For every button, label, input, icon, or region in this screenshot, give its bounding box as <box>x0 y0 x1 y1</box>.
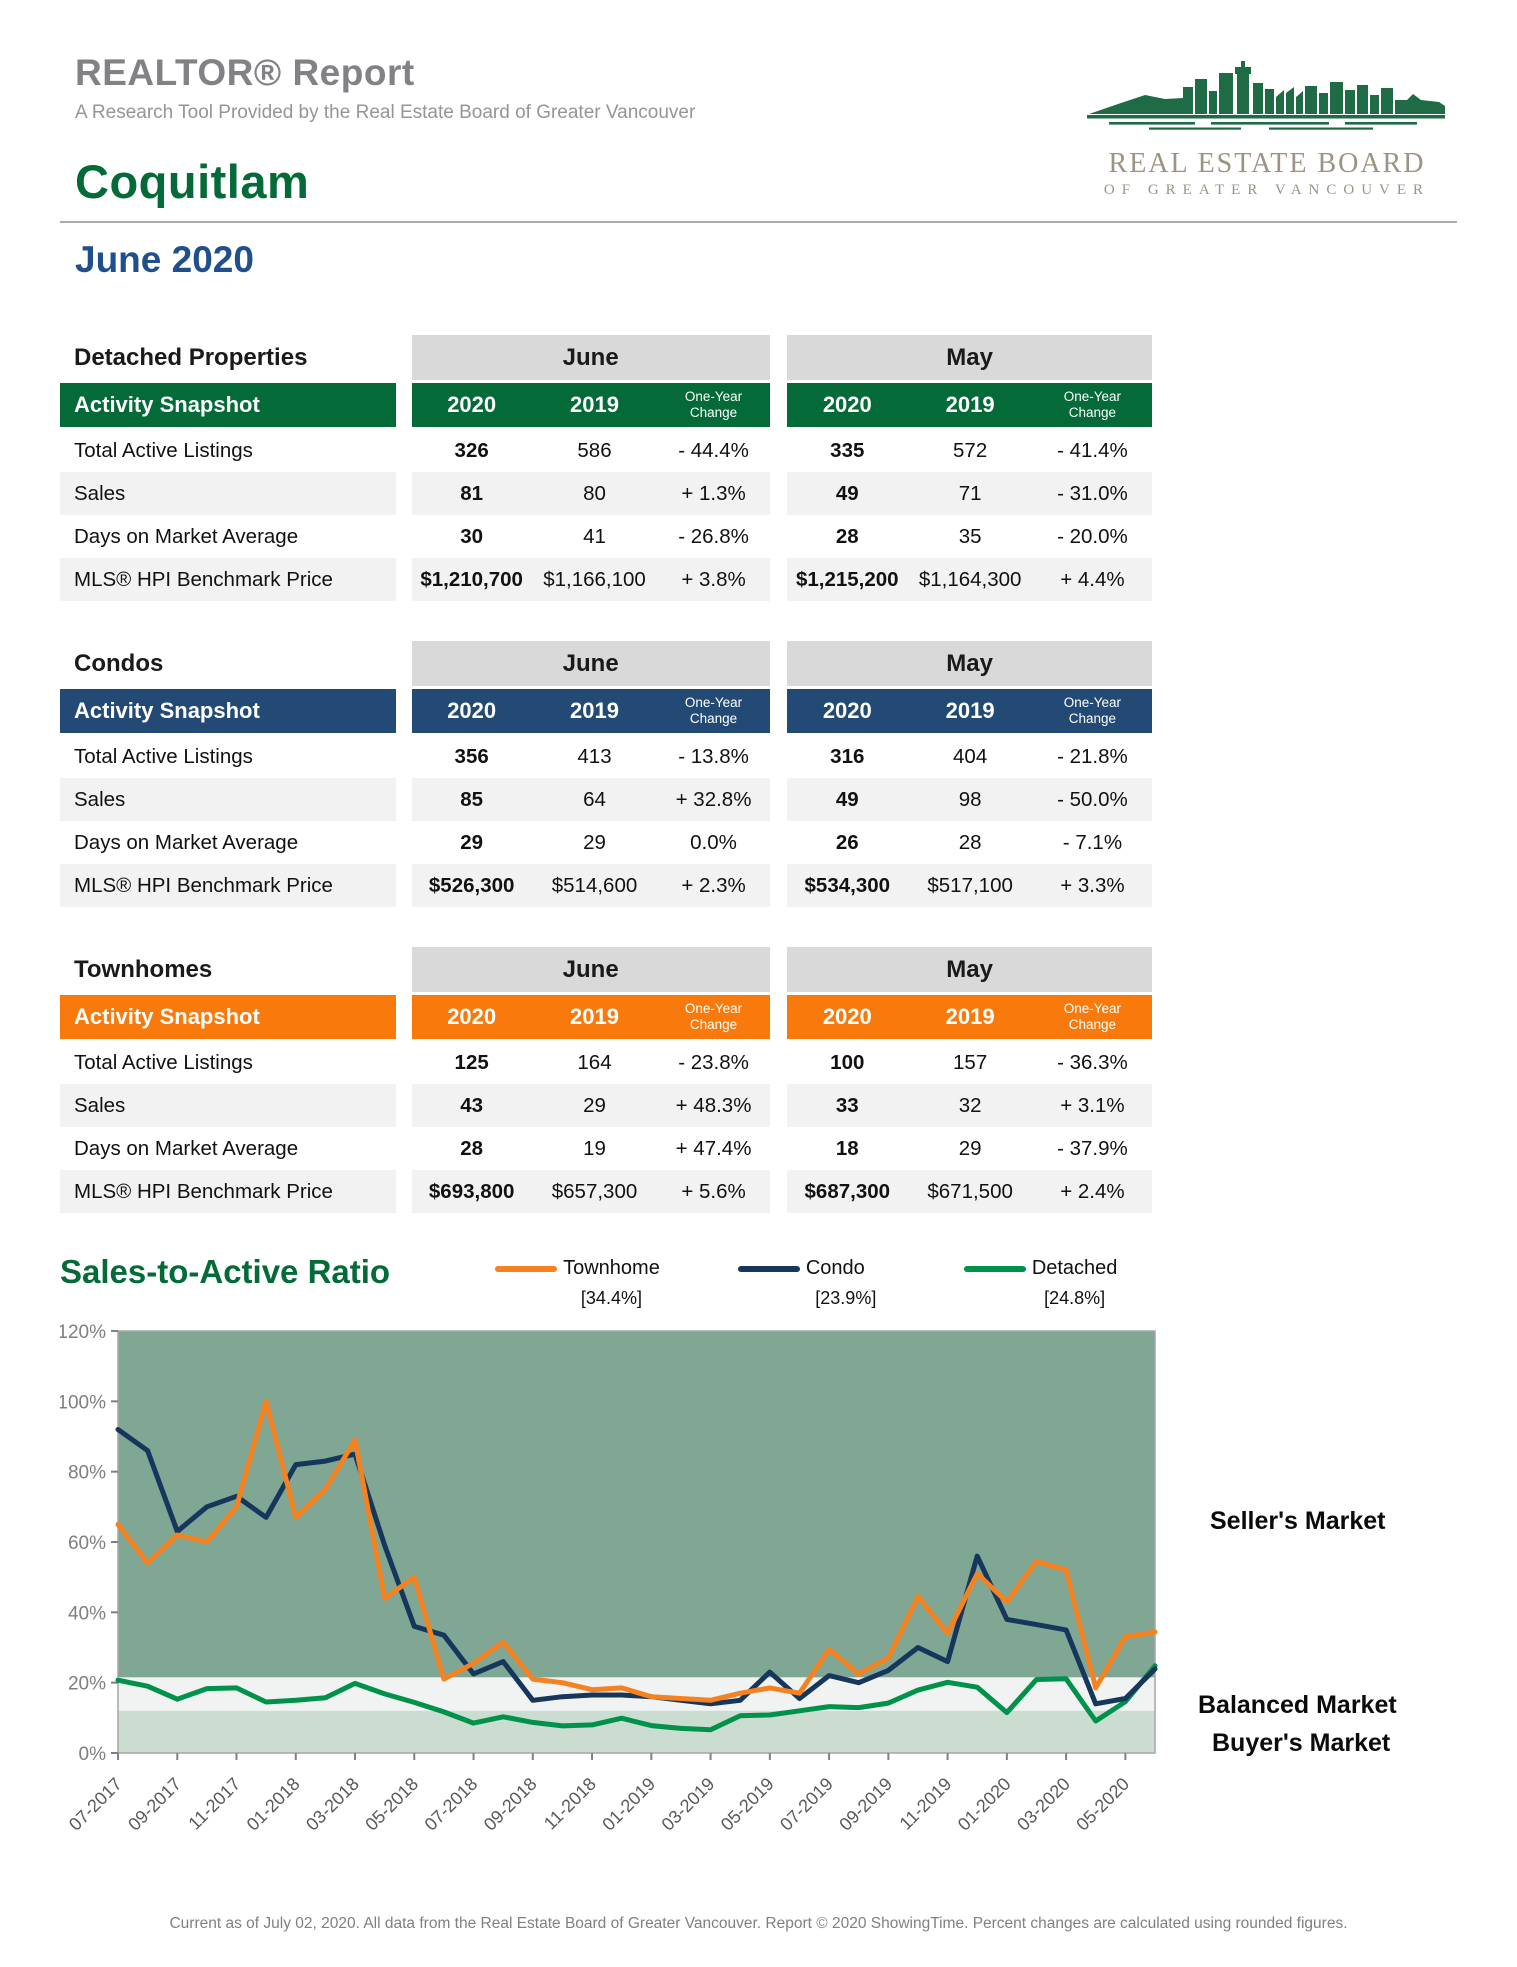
table-row <box>60 1084 1152 1127</box>
legend-current-value: [34.4%] <box>580 1288 642 1308</box>
gap <box>770 641 787 686</box>
activity-snapshot-label: Activity Snapshot <box>60 995 396 1039</box>
row-label: Days on Market Average <box>74 1136 299 1160</box>
value-june-2020: 28 <box>460 1136 484 1160</box>
value-june-2019: 586 <box>577 438 612 462</box>
report-title: REALTOR® Report <box>75 52 415 93</box>
value-june-2020: 29 <box>460 830 484 854</box>
sales-to-active-section <box>60 1253 1517 1840</box>
y-tick-label: 60% <box>67 1533 106 1554</box>
value-june-2020: $693,800 <box>412 1170 532 1213</box>
row-label: Sales <box>60 778 396 821</box>
gap <box>770 778 787 821</box>
y-tick-label: 20% <box>67 1673 106 1695</box>
x-tick-label: 11-2017 <box>184 1773 245 1834</box>
row-label: MLS® HPI Benchmark Price <box>60 864 396 907</box>
row-label: Days on Market Average <box>74 830 299 854</box>
column-header-one-year-change <box>657 995 769 1039</box>
gap <box>396 429 411 472</box>
gap <box>770 1084 787 1127</box>
gap <box>396 689 411 733</box>
table-row <box>60 778 1152 821</box>
column-header-2020: 2020 <box>412 383 532 427</box>
column-header-2019: 2019 <box>907 995 1033 1039</box>
gap <box>396 383 411 427</box>
value-june-change: + 32.8% <box>657 778 769 821</box>
value-june-2019: $514,600 <box>532 864 658 907</box>
value-june-2019: 29 <box>532 1084 658 1127</box>
x-tick-label: 07-2018 <box>420 1773 482 1835</box>
row-label: Total Active Listings <box>74 1050 253 1074</box>
row-label: Total Active Listings <box>74 744 253 768</box>
value-june-change: + 3.8% <box>657 558 769 601</box>
rebgv-logo <box>1077 52 1457 199</box>
value-june-change: + 2.3% <box>657 864 769 907</box>
gap <box>770 335 787 380</box>
value-june-2019: 413 <box>577 744 612 768</box>
gap <box>770 735 787 778</box>
y-tick-label: 40% <box>67 1603 106 1625</box>
column-header-2020: 2020 <box>787 689 907 733</box>
header-divider <box>60 221 1457 223</box>
gap <box>396 821 411 864</box>
column-header-2020: 2020 <box>412 689 532 733</box>
legend-item-condo <box>738 1257 886 1309</box>
gap <box>770 864 787 907</box>
sellers-market-label: Seller's Market <box>1210 1507 1386 1535</box>
value-may-2020: 33 <box>787 1084 907 1127</box>
table-row <box>60 429 1152 472</box>
city-title: Coquitlam <box>75 155 310 208</box>
column-header-2020: 2020 <box>787 383 907 427</box>
gap <box>770 821 787 864</box>
value-may-2019: $1,164,300 <box>907 558 1033 601</box>
gap <box>396 995 411 1039</box>
legend-line-swatch <box>495 1266 557 1272</box>
row-label: Days on Market Average <box>74 524 299 548</box>
value-may-change: - 50.0% <box>1033 778 1152 821</box>
value-may-change: - 31.0% <box>1033 472 1152 515</box>
value-may-change: - 41.4% <box>1057 438 1128 462</box>
value-may-change: - 20.0% <box>1057 524 1128 548</box>
value-june-change: + 48.3% <box>657 1084 769 1127</box>
chart-area <box>60 1323 1517 1840</box>
value-june-2020: 356 <box>454 744 489 768</box>
value-june-change: - 44.4% <box>678 438 749 462</box>
y-tick-label: 0% <box>78 1744 106 1765</box>
gap <box>770 995 787 1039</box>
x-tick-label: 01-2020 <box>953 1773 1015 1835</box>
x-tick-label: 07-2017 <box>64 1773 126 1835</box>
column-header-2020: 2020 <box>787 995 907 1039</box>
gap <box>770 429 787 472</box>
footer-note: Current as of July 02, 2020. All data from the Real Estate Board of Greater Vancouver. Report © 2020 ShowingTime. Percent changes are calculated using rounded figures. <box>169 1915 1348 1932</box>
x-tick-label: 03-2019 <box>657 1773 719 1835</box>
gap <box>770 947 787 992</box>
value-may-2019: $671,500 <box>907 1170 1033 1213</box>
balanced-market-label: Balanced Market <box>1198 1691 1397 1719</box>
gap <box>396 735 411 778</box>
value-may-2019: 32 <box>907 1084 1033 1127</box>
column-header-2019: 2019 <box>907 689 1033 733</box>
value-june-change: - 13.8% <box>678 744 749 768</box>
value-june-2019: $657,300 <box>532 1170 658 1213</box>
table-row <box>60 735 1152 778</box>
x-tick-label: 11-2019 <box>895 1773 956 1834</box>
month-band-june: June <box>412 335 770 380</box>
column-header-one-year-change <box>1033 995 1152 1039</box>
value-june-2020: 326 <box>454 438 489 462</box>
x-tick-label: 09-2018 <box>479 1773 541 1835</box>
x-tick-label: 09-2017 <box>124 1773 186 1835</box>
gap <box>396 778 411 821</box>
report-subtitle: A Research Tool Provided by the Real Estate Board of Greater Vancouver <box>75 102 696 123</box>
month-band-may: May <box>787 947 1152 992</box>
value-may-2020: 49 <box>787 472 907 515</box>
legend-series-name: Detached <box>1031 1257 1118 1279</box>
y-tick-label: 120% <box>60 1323 106 1343</box>
activity-snapshot-row <box>60 689 1152 733</box>
gap <box>770 383 787 427</box>
column-header-text: One-Year Change <box>1063 389 1122 420</box>
table-row <box>60 821 1152 864</box>
table-category-label: Detached Properties <box>74 343 308 371</box>
table-detached-properties <box>60 335 1152 601</box>
value-may-2020: 335 <box>830 438 865 462</box>
value-june-2020: 30 <box>460 524 484 548</box>
gap <box>396 472 411 515</box>
x-tick-label: 01-2019 <box>598 1773 660 1835</box>
chart-title: Sales-to-Active Ratio <box>60 1253 391 1290</box>
value-june-2019: $1,166,100 <box>532 558 658 601</box>
table-category-label: Townhomes <box>74 955 213 983</box>
x-tick-label: 03-2020 <box>1013 1773 1074 1835</box>
gap <box>396 1084 411 1127</box>
gap <box>770 472 787 515</box>
x-tick-label: 01-2018 <box>242 1773 304 1835</box>
activity-snapshot-row <box>60 995 1152 1039</box>
x-tick-label: 05-2018 <box>361 1773 423 1835</box>
table-category-row <box>60 947 1152 992</box>
legend-current-value: [23.9%] <box>815 1288 877 1308</box>
value-may-2019: 98 <box>907 778 1033 821</box>
x-tick-label: 03-2018 <box>302 1773 363 1835</box>
value-may-2019: 572 <box>953 438 988 462</box>
gap <box>396 1170 411 1213</box>
table-category-label: Condos <box>74 649 164 677</box>
legend-series-name: Townhome <box>563 1257 660 1279</box>
value-may-2019: 71 <box>907 472 1033 515</box>
value-june-2019: 164 <box>577 1050 612 1074</box>
activity-snapshot-label: Activity Snapshot <box>60 383 396 427</box>
stats-tables <box>60 335 1457 1213</box>
row-label: Sales <box>60 472 396 515</box>
table-condos <box>60 641 1152 907</box>
sales-to-active-chart <box>60 1323 1185 1835</box>
logo-text-of-greater-vancouver: OF GREATER VANCOUVER <box>1103 182 1431 198</box>
value-june-2020: $526,300 <box>412 864 532 907</box>
value-may-2020: $534,300 <box>787 864 907 907</box>
gap <box>396 1041 411 1084</box>
value-june-change: - 23.8% <box>678 1050 749 1074</box>
value-may-2020: 18 <box>835 1136 859 1160</box>
x-tick-label: 05-2019 <box>716 1773 778 1835</box>
column-header-one-year-change <box>657 689 769 733</box>
report-header <box>0 0 1517 209</box>
value-may-2019: 404 <box>953 744 988 768</box>
gap <box>396 641 411 686</box>
column-header-text: One-Year Change <box>1063 1001 1122 1032</box>
column-header-2019: 2019 <box>532 383 658 427</box>
legend-entry <box>495 1257 660 1280</box>
period-title: June 2020 <box>75 239 254 280</box>
gap <box>396 1127 411 1170</box>
gap <box>770 1127 787 1170</box>
value-june-2019: 41 <box>583 524 606 548</box>
column-header-one-year-change <box>657 383 769 427</box>
value-may-2020: 26 <box>835 830 859 854</box>
value-may-2019: 157 <box>953 1050 988 1074</box>
table-category-row <box>60 335 1152 380</box>
activity-snapshot-row <box>60 383 1152 427</box>
column-header-text: One-Year Change <box>684 1001 743 1032</box>
row-label: Sales <box>60 1084 396 1127</box>
gap <box>770 515 787 558</box>
legend-current-value: [24.8%] <box>1044 1288 1106 1308</box>
value-may-change: - 37.9% <box>1057 1136 1128 1160</box>
column-header-one-year-change <box>1033 689 1152 733</box>
column-header-2019: 2019 <box>532 689 658 733</box>
activity-snapshot-label: Activity Snapshot <box>60 689 396 733</box>
value-june-change: 0.0% <box>690 830 737 854</box>
value-june-2019: 80 <box>532 472 658 515</box>
x-tick-label: 11-2018 <box>539 1773 600 1834</box>
value-may-change: + 2.4% <box>1033 1170 1152 1213</box>
value-may-2020: 100 <box>830 1050 865 1074</box>
gap <box>770 1170 787 1213</box>
value-may-2020: 316 <box>830 744 865 768</box>
value-may-2020: 28 <box>835 524 859 548</box>
value-june-change: - 26.8% <box>678 524 749 548</box>
logo-text-real-estate-board: REAL ESTATE BOARD <box>1108 148 1426 179</box>
value-may-2019: 29 <box>958 1136 982 1160</box>
table-row <box>60 1127 1152 1170</box>
column-header-2020: 2020 <box>412 995 532 1039</box>
value-may-2019: $517,100 <box>907 864 1033 907</box>
row-label: MLS® HPI Benchmark Price <box>60 558 396 601</box>
month-band-may: May <box>787 335 1152 380</box>
value-may-change: + 3.1% <box>1033 1084 1152 1127</box>
legend-line-swatch <box>738 1266 800 1272</box>
month-band-may: May <box>787 641 1152 686</box>
column-header-text: One-Year Change <box>1063 695 1122 726</box>
value-may-2019: 28 <box>958 830 982 854</box>
table-townhomes <box>60 947 1152 1213</box>
chart-legend <box>495 1257 1117 1309</box>
row-label: MLS® HPI Benchmark Price <box>60 1170 396 1213</box>
buyers-zone <box>118 1711 1155 1753</box>
column-header-text: One-Year Change <box>684 389 743 420</box>
gap <box>396 515 411 558</box>
value-june-change: + 5.6% <box>657 1170 769 1213</box>
column-header-text: One-Year Change <box>684 695 743 726</box>
gap <box>770 558 787 601</box>
value-june-2019: 64 <box>532 778 658 821</box>
legend-series-name: Condo <box>805 1257 865 1279</box>
y-tick-label: 100% <box>60 1392 106 1414</box>
table-row <box>60 1170 1152 1213</box>
skyline-icon <box>1087 60 1447 148</box>
value-may-change: - 36.3% <box>1057 1050 1128 1074</box>
gap <box>770 689 787 733</box>
legend-entry <box>738 1257 886 1280</box>
buyers-market-label: Buyer's Market <box>1212 1729 1391 1757</box>
value-may-2019: 35 <box>958 524 982 548</box>
gap <box>396 558 411 601</box>
report-brand-block <box>75 52 695 209</box>
value-june-2020: 81 <box>412 472 532 515</box>
value-may-change: + 4.4% <box>1033 558 1152 601</box>
y-tick-label: 80% <box>67 1462 106 1484</box>
row-label: Total Active Listings <box>74 438 253 462</box>
gap <box>396 864 411 907</box>
table-row <box>60 515 1152 558</box>
value-june-2020: $1,210,700 <box>412 558 532 601</box>
table-row <box>60 558 1152 601</box>
legend-item-detached <box>964 1257 1118 1309</box>
value-june-2020: 43 <box>412 1084 532 1127</box>
value-may-2020: $1,215,200 <box>787 558 907 601</box>
x-tick-label: 09-2019 <box>835 1773 897 1835</box>
month-band-june: June <box>412 641 770 686</box>
value-june-2020: 85 <box>412 778 532 821</box>
column-header-2019: 2019 <box>907 383 1033 427</box>
table-row <box>60 472 1152 515</box>
legend-entry <box>964 1257 1118 1280</box>
month-band-june: June <box>412 947 770 992</box>
table-row <box>60 1041 1152 1084</box>
gap <box>396 947 411 992</box>
value-may-2020: $687,300 <box>787 1170 907 1213</box>
column-header-2019: 2019 <box>532 995 658 1039</box>
legend-item-townhome <box>495 1257 660 1309</box>
x-tick-label: 05-2020 <box>1072 1773 1134 1835</box>
value-june-2019: 29 <box>583 830 606 854</box>
table-category-row <box>60 641 1152 686</box>
table-row <box>60 864 1152 907</box>
chart-header <box>60 1253 1517 1309</box>
gap <box>770 1041 787 1084</box>
x-tick-label: 07-2019 <box>776 1773 837 1835</box>
legend-line-swatch <box>964 1266 1026 1272</box>
column-header-one-year-change <box>1033 383 1152 427</box>
value-june-change: + 1.3% <box>657 472 769 515</box>
value-may-change: + 3.3% <box>1033 864 1152 907</box>
value-may-change: - 7.1% <box>1062 830 1123 854</box>
gap <box>396 335 411 380</box>
value-june-2019: 19 <box>583 1136 606 1160</box>
value-may-2020: 49 <box>787 778 907 821</box>
value-june-2020: 125 <box>454 1050 489 1074</box>
value-may-change: - 21.8% <box>1057 744 1128 768</box>
value-june-change: + 47.4% <box>675 1136 752 1160</box>
